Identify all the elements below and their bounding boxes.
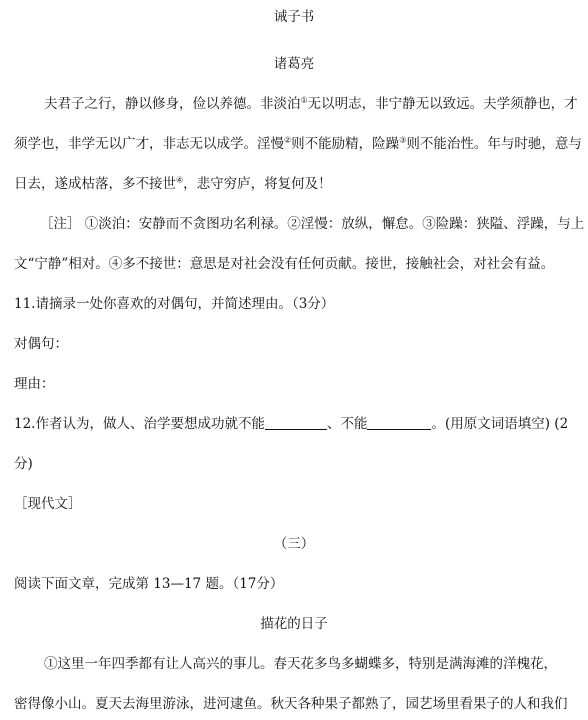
reading-instruction: 阅读下面文章，完成第 13—17 题。（17分）: [14, 576, 284, 592]
article-paragraph-line: ①这里一年四季都有让人高兴的事儿。春天花多鸟多蝴蝶多，特别是满海滩的洋槐花，: [44, 656, 557, 672]
reason-label: 理由：: [14, 376, 55, 392]
article-title: 描花的日子: [260, 616, 328, 632]
passage-paragraph-line: 须学也，非学无以广才，非志无以成学。淫慢②则不能励精，险躁③则不能治性。年与时驰，意与: [14, 135, 582, 152]
duiou-label: 对偶句：: [14, 336, 68, 352]
question-11: 11.请摘录一处你喜欢的对偶句，并简述理由。（3分）: [14, 296, 335, 312]
notes-line: ［注］ ①淡泊：安静而不贪图功名利禄。②淫慢：放纵，懈怠。③险躁：狭隘、浮躁，与上: [40, 216, 585, 232]
passage-title: 诫子书: [273, 9, 315, 25]
question-12-continued: 分): [14, 456, 33, 472]
footnote-marker: ③: [399, 135, 407, 145]
passage-author: 诸葛亮: [273, 56, 315, 72]
footnote-marker: ④: [176, 175, 184, 185]
footnote-marker: ②: [284, 135, 292, 145]
answer-blank-1[interactable]: [265, 415, 327, 430]
section-number: （三）: [273, 536, 315, 552]
notes-line: 文“宁静”相对。④多不接世：意思是对社会没有任何贡献。接世，接触社会，对社会有益。: [14, 256, 555, 272]
modern-text-heading: ［现代文］: [14, 496, 82, 512]
answer-blank-2[interactable]: [367, 415, 431, 430]
passage-paragraph-line: 日去，遂成枯落，多不接世④，悲守穷庐，将复何及！: [14, 175, 332, 192]
article-paragraph-line: 密得像小山。夏天去海里游泳，进河逮鱼。秋天各种果子都熟了，园艺场里看果子的人和我们: [14, 696, 568, 712]
footnote-marker: ①: [300, 95, 308, 105]
question-12: 12.作者认为，做人、治学要想成功就不能 、不能 。(用原文词语填空) (2: [14, 416, 569, 432]
passage-paragraph-line: 夫君子之行，静以修身，俭以养德。非淡泊①无以明志，非宁静无以致远。夫学须静也，才: [44, 95, 578, 112]
